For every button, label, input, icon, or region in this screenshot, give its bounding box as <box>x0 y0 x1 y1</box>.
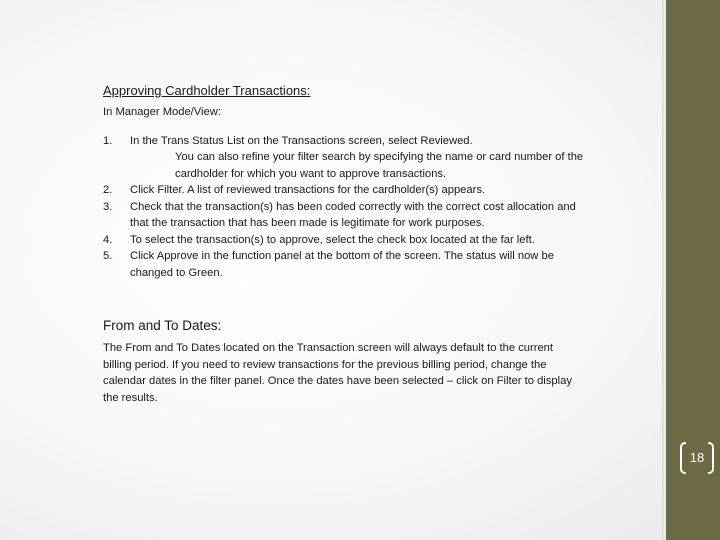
step-number: 2. <box>103 184 113 196</box>
page-number-badge <box>680 442 714 478</box>
steps-list <box>103 133 593 282</box>
step-number: 1. <box>103 134 113 147</box>
dates-section-text: The From and To Dates located on the Transaction screen will always default to the current billing period. If you need to review transactions for the previous billing period, change the calendar dates in the filter panel. Once the dates have been selected – click on Filter to display the results. <box>103 342 572 404</box>
step-text: Click Filter. A list of reviewed transactions for the cardholder(s) appears. <box>130 184 486 196</box>
step-number: 5. <box>103 250 113 262</box>
step-subtext: You can also refine your filter search by specifying the name or card number of the cardholder for which you want to approve transactions. <box>175 151 584 180</box>
slide-content <box>103 83 593 406</box>
step-text: Click Approve in the function panel at the bottom of the screen. The status will now be changed to Green. <box>130 250 554 279</box>
page-number: 18 <box>689 450 705 465</box>
step-number: 3. <box>103 200 113 213</box>
section-subtitle: In Manager Mode/View: <box>103 106 221 118</box>
step-text: In the Trans Status List on the Transactions screen, select Reviewed. <box>130 134 473 147</box>
step-text: To select the transaction(s) to approve, select the check box located at the far left. <box>130 233 535 246</box>
bracket-right-icon <box>708 442 714 474</box>
list-item <box>103 232 593 249</box>
step-text: Check that the transaction(s) has been coded correctly with the correct cost allocation and that the transaction that has been made is legitimate for work purposes. <box>130 200 576 229</box>
dates-section-title: From and To Dates: <box>103 318 222 333</box>
list-item <box>103 133 593 183</box>
step-number: 4. <box>103 233 113 246</box>
list-item <box>103 248 593 281</box>
list-item <box>103 182 593 199</box>
list-item <box>103 199 593 232</box>
section-title: Approving Cardholder Transactions: <box>103 83 311 98</box>
